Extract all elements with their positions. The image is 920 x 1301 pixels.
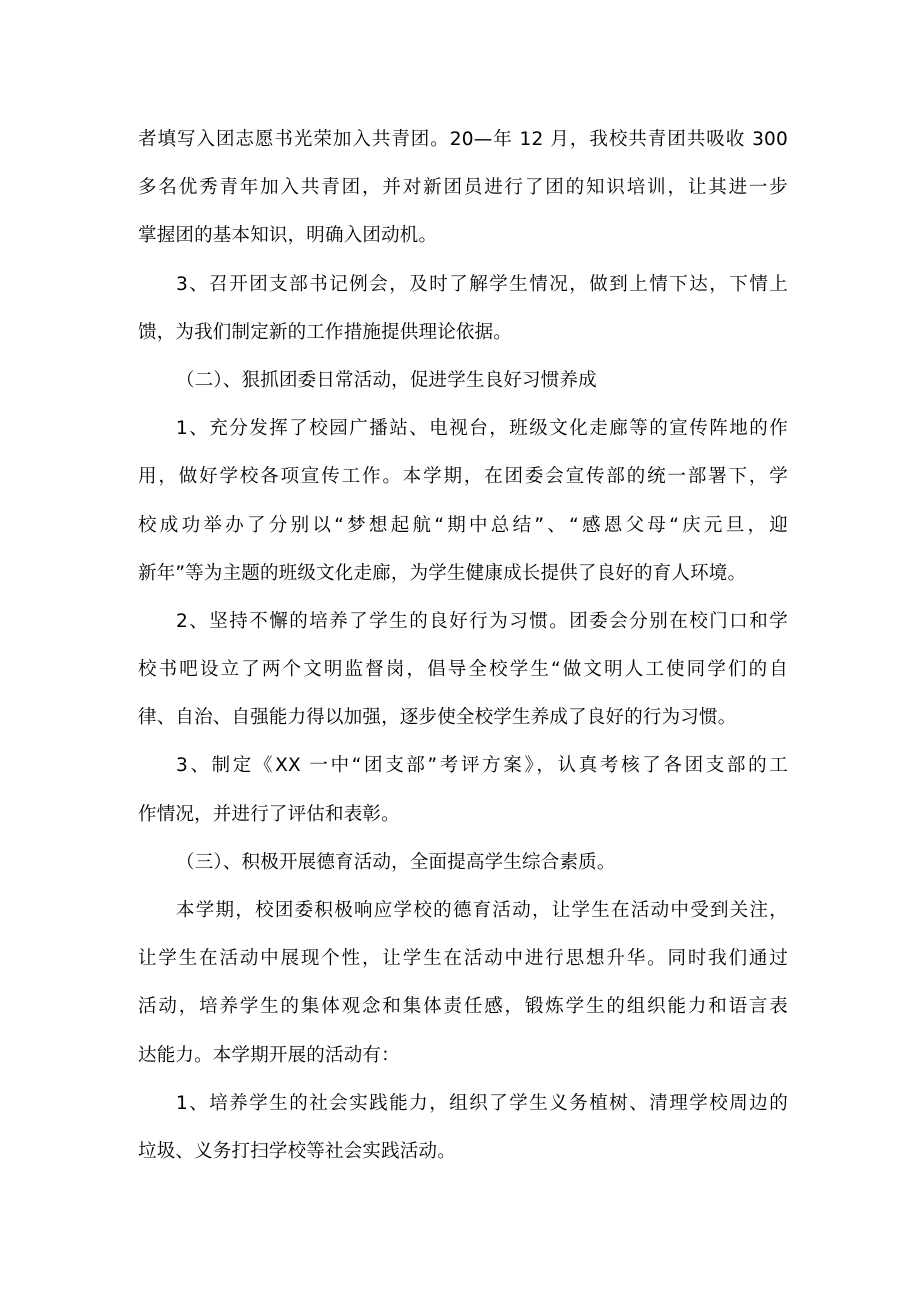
- paragraph-line: 律、自治、自强能力得以加强，逐步使全校学生养成了良好的行为习惯。: [138, 707, 737, 729]
- paragraph-line: 3、召开团支部书记例会，及时了解学生情况，做到上情下达，下情上: [176, 273, 788, 295]
- paragraph-line: 掌握团的基本知识，明确入团动机。: [138, 225, 438, 247]
- paragraph-line: 校书吧设立了两个文明监督岗，倡导全校学生“做文明人工使同学们的自: [138, 659, 788, 681]
- section-heading: （二）、狠抓团委日常活动，促进学生良好习惯养成: [176, 369, 597, 391]
- document-body: [138, 116, 788, 1176]
- paragraph-line: 1、充分发挥了校园广播站、电视台，班级文化走廊等的宣传阵地的作: [176, 418, 788, 440]
- paragraph-line: 3、制定《XX 一中“团支部”考评方案》，认真考核了各团支部的工: [176, 755, 788, 777]
- paragraph-line: 多名优秀青年加入共青团，并对新团员进行了团的知识培训，让其进一步: [138, 177, 788, 199]
- paragraph-line: 2、坚持不懈的培养了学生的良好行为习惯。团委会分别在校门口和学: [176, 610, 788, 632]
- paragraph-line: 馈，为我们制定新的工作措施提供理论依据。: [138, 321, 513, 343]
- paragraph-line: 让学生在活动中展现个性，让学生在活动中进行思想升华。同时我们通过: [138, 948, 788, 970]
- paragraph-line: 作情况，并进行了评估和表彰。: [138, 803, 400, 825]
- paragraph-line: 校成功举办了分别以“梦想起航“期中总结”、“感恩父母“庆元旦，迎: [138, 514, 788, 536]
- paragraph-line: 者填写入团志愿书光荣加入共青团。20—年 12 月，我校共青团共吸收 300: [138, 129, 788, 150]
- paragraph-line: 垃圾、义务打扫学校等社会实践活动。: [138, 1140, 456, 1162]
- paragraph-line: 用，做好学校各项宣传工作。本学期，在团委会宣传部的统一部署下，学: [138, 466, 788, 488]
- section-heading: （三）、积极开展德育活动，全面提高学生综合素质。: [176, 851, 616, 873]
- paragraph-line: 达能力。本学期开展的活动有：: [138, 1044, 400, 1066]
- paragraph-line: 本学期，校团委积极响应学校的德育活动，让学生在活动中受到关注，: [176, 900, 788, 921]
- paragraph-line: 新年”等为主题的班级文化走廊，为学生健康成长提供了良好的育人环境。: [138, 562, 747, 584]
- paragraph-line: 1、培养学生的社会实践能力，组织了学生义务植树、清理学校周边的: [176, 1092, 788, 1114]
- paragraph-line: 活动，培养学生的集体观念和集体责任感，锻炼学生的组织能力和语言表: [138, 996, 788, 1018]
